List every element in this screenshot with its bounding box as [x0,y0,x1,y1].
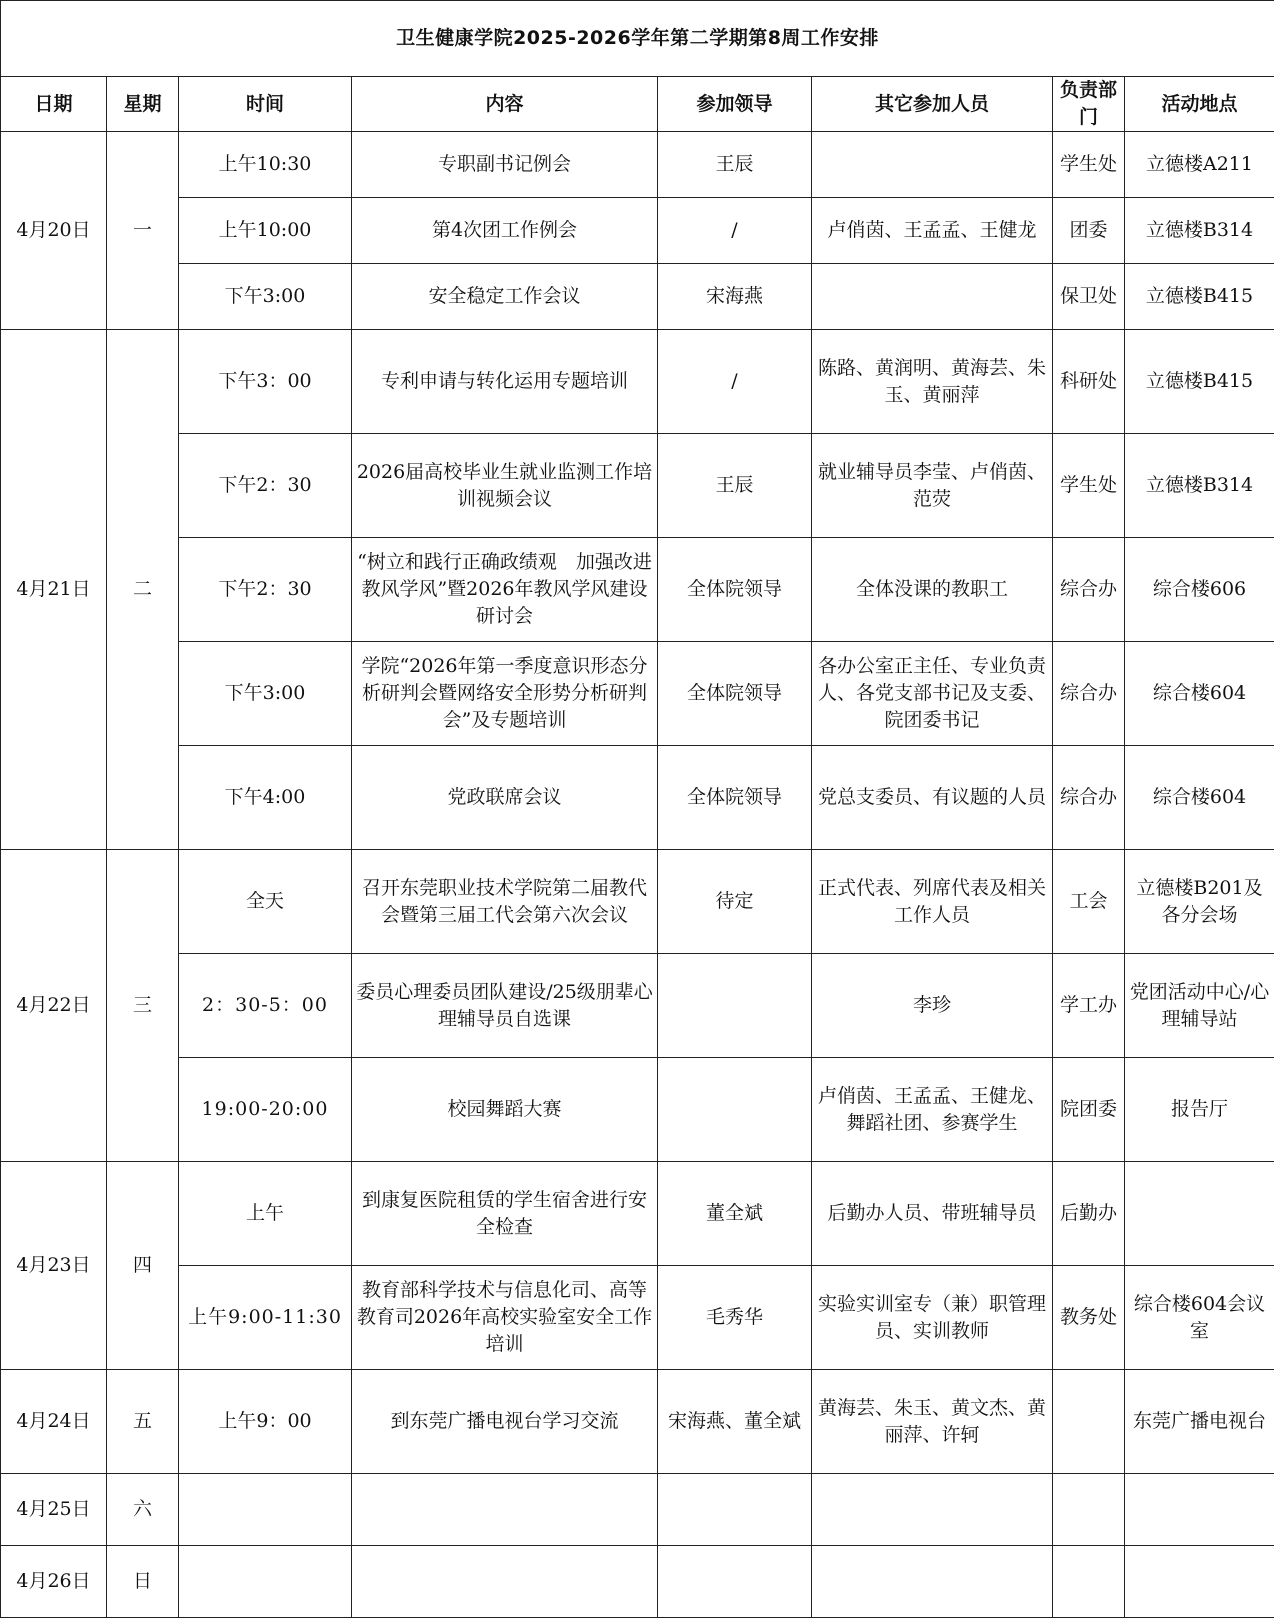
header-dept: 负责部门 [1053,77,1125,132]
others-cell: 黄海芸、朱玉、黄文杰、黄丽萍、许轲 [812,1370,1053,1474]
content-cell: 第4次团工作例会 [352,198,658,264]
table-row [1,642,1274,746]
dept-cell: 综合办 [1053,538,1125,642]
content-cell: 校园舞蹈大赛 [352,1058,658,1162]
weekday-cell: 日 [107,1546,179,1618]
header-content: 内容 [352,77,658,132]
content-cell: 安全稳定工作会议 [352,264,658,330]
location-cell: 党团活动中心/心理辅导站 [1125,954,1274,1058]
header-row [1,77,1274,132]
table-row [1,132,1274,198]
table-row [1,1370,1274,1474]
date-cell: 4月25日 [1,1474,107,1546]
dept-cell [1053,1370,1125,1474]
leaders-cell: / [658,198,812,264]
location-cell: 立德楼B314 [1125,198,1274,264]
weekday-cell: 二 [107,330,179,850]
weekday-cell: 五 [107,1370,179,1474]
others-cell: 就业辅导员李莹、卢俏茵、范荧 [812,434,1053,538]
dept-cell: 学生处 [1053,434,1125,538]
time-cell [179,1474,352,1546]
location-cell: 立德楼B201及各分会场 [1125,850,1274,954]
leaders-cell: 全体院领导 [658,538,812,642]
leaders-cell: 董全斌 [658,1162,812,1266]
dept-cell: 教务处 [1053,1266,1125,1370]
location-cell: 立德楼B415 [1125,264,1274,330]
dept-cell: 院团委 [1053,1058,1125,1162]
content-cell: 党政联席会议 [352,746,658,850]
time-cell: 上午9:00-11:30 [179,1266,352,1370]
table-row [1,1266,1274,1370]
location-cell: 综合楼604 [1125,746,1274,850]
location-cell: 立德楼B314 [1125,434,1274,538]
dept-cell: 综合办 [1053,642,1125,746]
time-cell: 上午10:30 [179,132,352,198]
time-cell: 全天 [179,850,352,954]
table-row [1,1546,1274,1618]
table-row [1,954,1274,1058]
content-cell: 到康复医院租赁的学生宿舍进行安全检查 [352,1162,658,1266]
leaders-cell: 待定 [658,850,812,954]
location-cell: 东莞广播电视台 [1125,1370,1274,1474]
table-row [1,330,1274,434]
time-cell: 下午2：30 [179,434,352,538]
time-cell: 上午 [179,1162,352,1266]
leaders-cell: 宋海燕、董全斌 [658,1370,812,1474]
dept-cell: 保卫处 [1053,264,1125,330]
date-cell: 4月20日 [1,132,107,330]
dept-cell: 后勤办 [1053,1162,1125,1266]
leaders-cell [658,954,812,1058]
others-cell: 后勤办人员、带班辅导员 [812,1162,1053,1266]
dept-cell: 工会 [1053,850,1125,954]
leaders-cell: 全体院领导 [658,746,812,850]
table-row [1,850,1274,954]
leaders-cell: 宋海燕 [658,264,812,330]
page-title: 卫生健康学院2025-2026学年第二学期第8周工作安排 [1,1,1274,77]
dept-cell: 学生处 [1053,132,1125,198]
content-cell: 教育部科学技术与信息化司、高等教育司2026年高校实验室安全工作培训 [352,1266,658,1370]
leaders-cell: / [658,330,812,434]
table-row [1,746,1274,850]
weekday-cell: 六 [107,1474,179,1546]
time-cell: 2：30-5：00 [179,954,352,1058]
others-cell: 党总支委员、有议题的人员 [812,746,1053,850]
others-cell: 李珍 [812,954,1053,1058]
table-row [1,1474,1274,1546]
time-cell: 下午4:00 [179,746,352,850]
date-cell: 4月24日 [1,1370,107,1474]
location-cell: 立德楼A211 [1125,132,1274,198]
location-cell [1125,1474,1274,1546]
others-cell: 陈路、黄润明、黄海芸、朱玉、黄丽萍 [812,330,1053,434]
dept-cell: 团委 [1053,198,1125,264]
leaders-cell: 毛秀华 [658,1266,812,1370]
time-cell: 下午3：00 [179,330,352,434]
others-cell: 卢俏茵、王孟孟、王健龙、舞蹈社团、参赛学生 [812,1058,1053,1162]
time-cell [179,1546,352,1618]
leaders-cell [658,1474,812,1546]
leaders-cell [658,1058,812,1162]
date-cell: 4月22日 [1,850,107,1162]
content-cell: “树立和践行正确政绩观 加强改进教风学风”暨2026年教风学风建设研讨会 [352,538,658,642]
others-cell: 全体没课的教职工 [812,538,1053,642]
leaders-cell: 王辰 [658,132,812,198]
table-row [1,1162,1274,1266]
dept-cell: 科研处 [1053,330,1125,434]
header-others: 其它参加人员 [812,77,1053,132]
content-cell: 召开东莞职业技术学院第二届教代会暨第三届工代会第六次会议 [352,850,658,954]
weekday-cell: 四 [107,1162,179,1370]
location-cell: 综合楼604会议室 [1125,1266,1274,1370]
leaders-cell: 全体院领导 [658,642,812,746]
content-cell [352,1474,658,1546]
content-cell: 专职副书记例会 [352,132,658,198]
table-row [1,1058,1274,1162]
table-row [1,264,1274,330]
header-location: 活动地点 [1125,77,1274,132]
content-cell: 专利申请与转化运用专题培训 [352,330,658,434]
header-time: 时间 [179,77,352,132]
date-cell: 4月23日 [1,1162,107,1370]
time-cell: 上午10:00 [179,198,352,264]
location-cell: 立德楼B415 [1125,330,1274,434]
dept-cell: 学工办 [1053,954,1125,1058]
time-cell: 下午3:00 [179,264,352,330]
others-cell: 卢俏茵、王孟孟、王健龙 [812,198,1053,264]
table-row [1,198,1274,264]
time-cell: 下午2：30 [179,538,352,642]
table-row [1,538,1274,642]
leaders-cell: 王辰 [658,434,812,538]
others-cell [812,1546,1053,1618]
content-cell: 到东莞广播电视台学习交流 [352,1370,658,1474]
table-row [1,434,1274,538]
others-cell [812,132,1053,198]
date-cell: 4月26日 [1,1546,107,1618]
location-cell: 综合楼604 [1125,642,1274,746]
location-cell [1125,1162,1274,1266]
date-cell: 4月21日 [1,330,107,850]
time-cell: 下午3:00 [179,642,352,746]
location-cell: 报告厅 [1125,1058,1274,1162]
time-cell: 19:00-20:00 [179,1058,352,1162]
content-cell: 学院“2026年第一季度意识形态分析研判会暨网络安全形势分析研判会”及专题培训 [352,642,658,746]
others-cell [812,264,1053,330]
others-cell [812,1474,1053,1546]
location-cell: 综合楼606 [1125,538,1274,642]
others-cell: 正式代表、列席代表及相关工作人员 [812,850,1053,954]
others-cell: 各办公室正主任、专业负责人、各党支部书记及支委、院团委书记 [812,642,1053,746]
weekday-cell: 三 [107,850,179,1162]
time-cell: 上午9：00 [179,1370,352,1474]
dept-cell [1053,1474,1125,1546]
header-weekday: 星期 [107,77,179,132]
dept-cell: 综合办 [1053,746,1125,850]
dept-cell [1053,1546,1125,1618]
title-row [1,1,1274,77]
header-date: 日期 [1,77,107,132]
others-cell: 实验实训室专（兼）职管理员、实训教师 [812,1266,1053,1370]
content-cell: 2026届高校毕业生就业监测工作培训视频会议 [352,434,658,538]
content-cell: 委员心理委员团队建设/25级朋辈心理辅导员自选课 [352,954,658,1058]
leaders-cell [658,1546,812,1618]
content-cell [352,1546,658,1618]
weekday-cell: 一 [107,132,179,330]
location-cell [1125,1546,1274,1618]
header-leaders: 参加领导 [658,77,812,132]
